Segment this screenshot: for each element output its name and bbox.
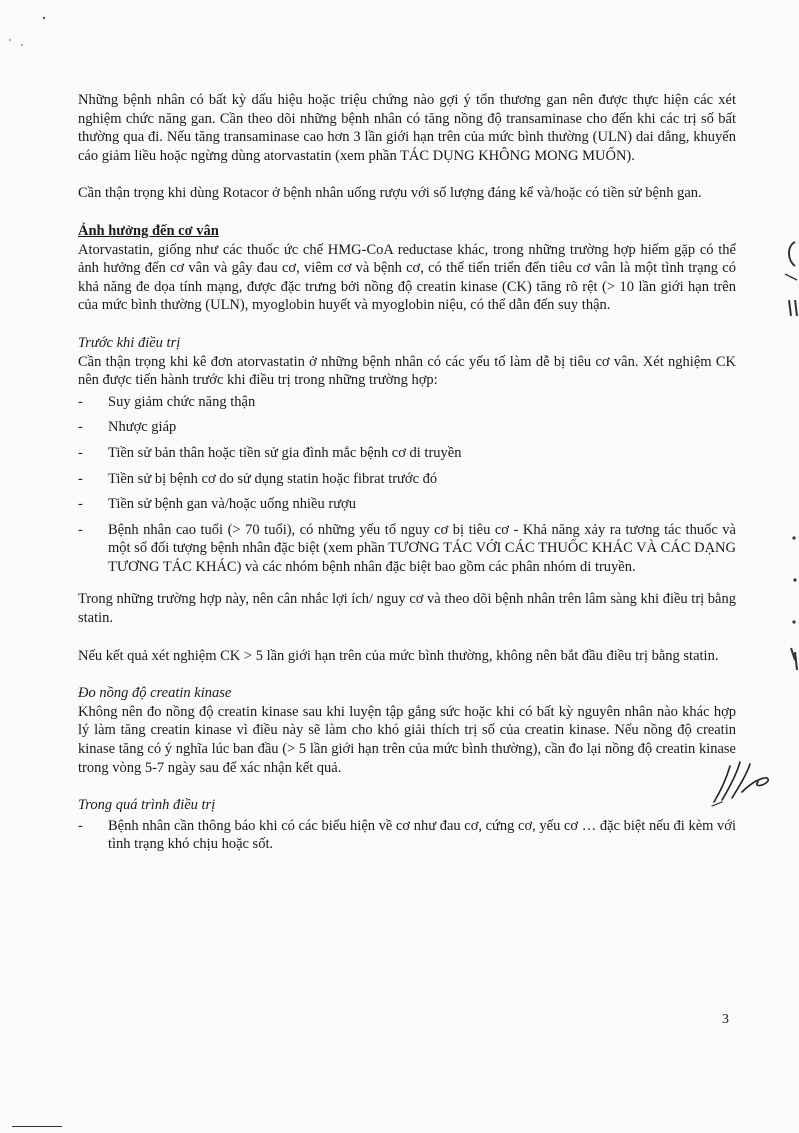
list-item: - Bệnh nhân cao tuổi (> 70 tuổi), có những yếu tố nguy cơ bị tiêu cơ - Khả năng xảy ra tương tác thuốc và một số đối tượng bệnh nhân đặc biệt (xem phần TƯƠNG TÁC VỚI CÁC THUỐC KHÁC VÀ CÁC DẠNG TƯƠNG TÁC KHÁC) và các nhóm bệnh nhân đặc biệt bao gồm các phân nhóm di truyền. (78, 521, 736, 575)
page-number: 3 (722, 1012, 729, 1027)
bullet-dash: - (78, 817, 83, 834)
paragraph-ck-measurement: Không nên đo nồng độ creatin kinase sau khi luyện tập gắng sức hoặc khi có bất kỳ nguyên nhân nào khác hợp lý làm tăng creatin kinase vì điều này sẽ làm cho khó giải thích trị số của creatin kinase. Nếu nồng độ creatin kinase tăng có ý nghĩa lúc ban đầu (> 5 lần giới hạn trên của mức bình thường), cần đo lại nồng độ creatin kinase trong vòng 5-7 ngày sau để xác nhận kết quả. (78, 703, 736, 776)
document-body (78, 91, 736, 854)
list-item: - Suy giảm chức năng thận (78, 393, 256, 410)
bullet-dash: - (78, 496, 83, 513)
list-item: - Tiền sử bị bệnh cơ do sử dụng statin hoặc fibrat trước đó (78, 470, 438, 487)
paragraph-benefit-risk: Trong những trường hợp này, nên cân nhắc lợi ích/ nguy cơ và theo dõi bệnh nhân trên lâm sàng khi điều trị bằng statin. (78, 591, 736, 627)
paragraph-before-treatment-intro: Cần thận trọng khi kê đơn atorvastatin ở những bệnh nhân có các yếu tố làm dễ bị tiêu cơ vân. Xét nghiệm CK nên được tiến hành trước khi điều trị trong những trường hợp: (78, 353, 736, 389)
section-heading-muscle: Ảnh hưởng đến cơ vân (78, 222, 219, 239)
during-treatment-list (78, 817, 736, 854)
risk-factor-list (78, 393, 736, 577)
list-item: - Tiền sử bệnh gan và/hoặc uống nhiều rượu (78, 496, 356, 513)
paragraph-ck-threshold: Nếu kết quả xét nghiệm CK > 5 lần giới hạn trên của mức bình thường, không nên bắt đầu điều trị bằng statin. (78, 647, 719, 664)
scan-specks (0, 0, 60, 60)
bullet-dash: - (78, 444, 83, 461)
handwritten-signature (708, 752, 778, 810)
subheading-before-treatment: Trước khi điều trị (78, 334, 181, 351)
bullet-dash: - (78, 470, 83, 487)
subheading-during-treatment: Trong quá trình điều trị (78, 797, 216, 814)
list-item: - Bệnh nhân cần thông báo khi có các biểu hiện về cơ như đau cơ, cứng cơ, yếu cơ … đặc biệt nếu đi kèm với tình trạng khó chịu hoặc sốt. (78, 817, 736, 853)
paragraph-alcohol-caution: Cần thận trọng khi dùng Rotacor ở bệnh nhân uống rượu với số lượng đáng kể và/hoặc có tiền sử bệnh gan. (78, 185, 702, 202)
bullet-dash: - (78, 521, 83, 538)
list-item: - Tiền sử bản thân hoặc tiền sử gia đình mắc bệnh cơ di truyền (78, 444, 462, 461)
paragraph-muscle-intro: Atorvastatin, giống như các thuốc ức chế HMG-CoA reductase khác, trong những trường hợp hiếm gặp có thể ảnh hưởng đến cơ vân và gây đau cơ, viêm cơ và bệnh cơ, có thể tiến triển đến tiêu cơ vân là một tình trạng có khả năng đe dọa tính mạng, được đặc trưng bởi nồng độ creatin kinase (CK) tăng rõ rệt (> 10 lần giới hạn trên của mức bình thường (ULN), myoglobin huyết và myoglobin niệu, có thể dẫn đến suy thận. (78, 241, 736, 314)
subheading-ck-measurement: Đo nồng độ creatin kinase (78, 685, 232, 702)
list-item: - Nhược giáp (78, 419, 177, 436)
edge-stamp-fragment (785, 520, 799, 690)
paragraph-liver-tests: Những bệnh nhân có bất kỳ dấu hiệu hoặc triệu chứng nào gợi ý tổn thương gan nên được thực hiện các xét nghiệm chức năng gan. Cần theo dõi những bệnh nhân có tăng nồng độ transaminase cho đến khi các trị số bất thường qua đi. Nếu tăng transaminase cao hơn 3 lần giới hạn trên của mức bình thường (ULN) dai dẳng, khuyến cáo giảm liều hoặc ngừng dùng atorvastatin (xem phần TÁC DỤNG KHÔNG MONG MUỐN). (78, 92, 736, 164)
footer-divider (12, 1126, 62, 1127)
edge-stamp-fragment (779, 230, 799, 350)
bullet-dash: - (78, 393, 83, 410)
bullet-dash: - (78, 419, 83, 436)
